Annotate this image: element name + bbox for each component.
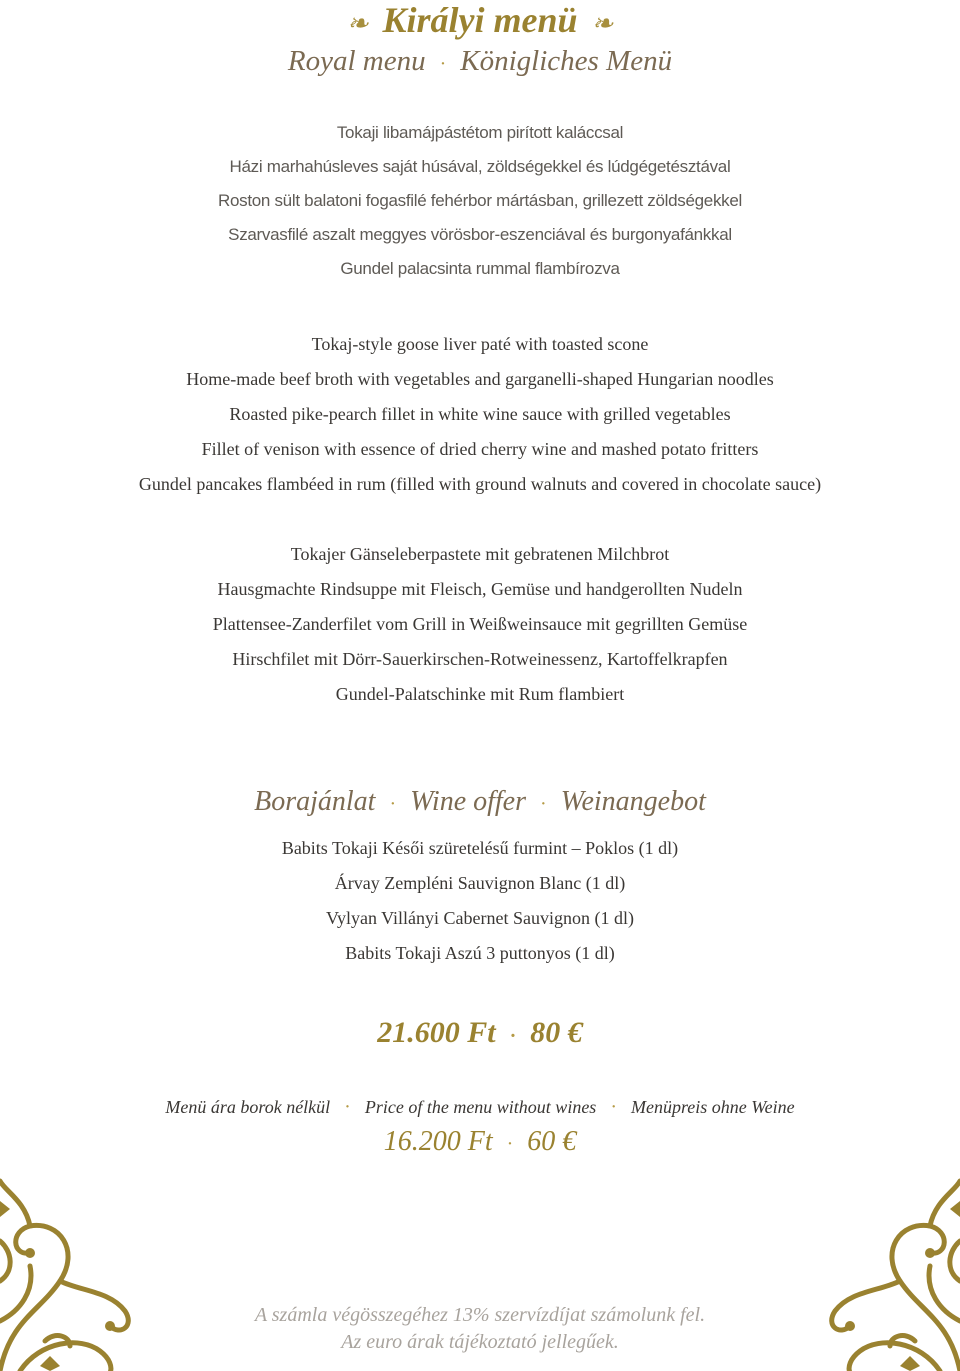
price-huf: 21.600 Ft — [377, 1016, 496, 1049]
left-corner-ornament-icon — [0, 1141, 150, 1371]
course-en-5: Gundel pancakes flambéed in rum (filled with ground walnuts and covered in chocolate sauce) — [138, 474, 822, 494]
course-en-1: Tokaj-style goose liver paté with toasted scone — [311, 334, 649, 354]
course-de-5: Gundel-Palatschinke mit Rum flambiert — [335, 684, 625, 704]
price-eur-nowine: 60 € — [527, 1126, 577, 1157]
separator-dot: · — [509, 1025, 517, 1047]
wine-item-3: Vylyan Villányi Cabernet Sauvignon (1 dl) — [325, 908, 635, 928]
course-hu-3: Roston sült balatoni fogasfilé fehérbor mártásban, grillezett zöldségekkel — [218, 191, 742, 210]
subtitle-en: Royal menu — [287, 45, 426, 77]
price-huf-nowine: 16.200 Ft — [383, 1126, 493, 1157]
price-with-wine — [0, 1013, 960, 1053]
course-de-4: Hirschfilet mit Dörr-Sauerkirschen-Rotweinessenz, Kartoffelkrapfen — [232, 649, 728, 669]
wine-heading-en: Wine offer — [410, 786, 527, 817]
course-en-3: Roasted pike-pearch fillet in white wine sauce with grilled vegetables — [229, 404, 731, 424]
separator-dot: · — [506, 1133, 514, 1155]
menu-title — [0, 0, 960, 40]
course-hu-2: Házi marhahúsleves saját húsával, zöldségekkel és lúdgégetésztával — [229, 157, 731, 176]
wine-list — [0, 831, 960, 971]
wine-offer-heading — [0, 782, 960, 822]
note-hu: Menü ára borok nélkül — [165, 1097, 331, 1117]
right-curl-icon: ❧ — [591, 9, 614, 38]
course-hu-1: Tokaji libamájpástétom pirított kaláccsal — [336, 123, 624, 142]
separator-dot: · — [439, 53, 447, 75]
separator-dot: · — [610, 1096, 617, 1118]
wine-item-1: Babits Tokaji Késői szüretelésű furmint – Poklos (1 dl) — [281, 838, 679, 858]
course-hu-5: Gundel palacsinta rummal flambírozva — [340, 259, 620, 278]
without-wine-note — [0, 1092, 960, 1122]
wine-heading-hu: Borajánlat — [254, 786, 376, 817]
course-hu-4: Szarvasfilé aszalt meggyes vörösbor-eszenciával és burgonyafánkkal — [228, 225, 732, 244]
separator-dot: · — [389, 793, 397, 815]
wine-heading-de: Weinangebot — [560, 786, 706, 817]
course-de-1: Tokajer Gänseleberpastete mit gebratenen Milchbrot — [290, 544, 670, 564]
course-de-2: Hausgmachte Rindsuppe mit Fleisch, Gemüse und handgerollten Nudeln — [217, 579, 743, 599]
wine-item-4: Babits Tokaji Aszú 3 puttonyos (1 dl) — [345, 943, 615, 963]
menu-subtitle — [0, 40, 960, 82]
note-de: Menüpreis ohne Weine — [630, 1097, 795, 1117]
course-de-3: Plattensee-Zanderfilet vom Grill in Weißweinsauce mit gegrillten Gemüse — [212, 614, 748, 634]
left-curl-icon: ❧ — [346, 9, 369, 38]
wine-item-2: Árvay Zempléni Sauvignon Blanc (1 dl) — [334, 873, 626, 893]
course-en-2: Home-made beef broth with vegetables and garganelli-shaped Hungarian noodles — [186, 369, 774, 389]
note-en: Price of the menu without wines — [364, 1097, 597, 1117]
courses-hungarian — [0, 116, 960, 286]
menu-title-text: Királyi menü — [382, 0, 578, 40]
footer-line-2: Az euro árak tájékoztató jellegűek. — [341, 1331, 619, 1353]
separator-dot: · — [344, 1096, 351, 1118]
subtitle-de: Königliches Menü — [460, 45, 673, 77]
footer-line-1: A számla végösszegéhez 13% szervízdíjat számolunk fel. — [254, 1304, 706, 1326]
right-corner-ornament-icon — [810, 1141, 960, 1371]
price-eur: 80 € — [530, 1016, 583, 1049]
courses-german — [0, 537, 960, 712]
courses-english — [0, 327, 960, 502]
course-en-4: Fillet of venison with essence of dried cherry wine and mashed potato fritters — [201, 439, 759, 459]
separator-dot: · — [540, 793, 547, 815]
